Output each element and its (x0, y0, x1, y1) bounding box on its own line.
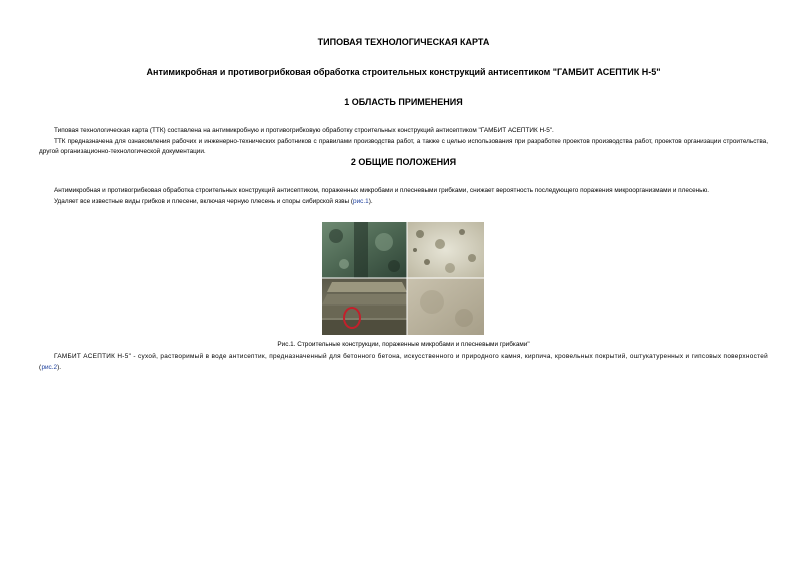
section-2-paragraph-3-end: ). (57, 363, 61, 371)
figure-1-caption: Рис.1. Строительные конструкции, пораженные микробами и плесневыми грибками" (277, 341, 530, 348)
document-subtitle: Антимикробная и противогрибковая обработка строительных конструкций антисептиком "ГАМБИТ АСЕПТИК Н-5" (146, 67, 661, 77)
figure-1-image (322, 222, 484, 335)
section-1-paragraph-2: ТТК предназначена для ознакомления рабочих и инженерно-технических работников с правилами производства работ, а также с целью использования при разработке проектов производства работ, проектов организации строительства, другой организационно-технологической документации. (39, 137, 768, 156)
section-2-paragraph-2-text: Удаляет все известные виды грибков и плесени, включая черную плесень и споры сибирской язвы ( (54, 197, 354, 205)
section-2-paragraph-2-end: ). (368, 197, 373, 205)
section-2-heading: 2 ОБЩИЕ ПОЛОЖЕНИЯ (350, 157, 457, 167)
section-2-body (39, 186, 768, 207)
section-1-heading: 1 ОБЛАСТЬ ПРИМЕНЕНИЯ (344, 97, 463, 107)
figure-1-link[interactable]: рис.1 (353, 197, 369, 205)
document-title: ТИПОВАЯ ТЕХНОЛОГИЧЕСКАЯ КАРТА (317, 37, 490, 47)
section-2-paragraph-3-text: ГАМБИТ АСЕПТИК Н-5" - сухой, растворимый в воде антисептик, предназначенный для бетонного бетона, искусственного и природного камня, кирпича, кровельных покрытий, оштукатуренных и гипсовых поверхностей ( (39, 353, 768, 371)
section-1-paragraph-1: Типовая технологическая карта (ТТК) составлена на антимикробную и противогрибковую обработку строительных конструкций антисептиком "ГАМБИТ АСЕПТИК Н-5". (54, 127, 554, 134)
section-2-paragraph-2 (39, 197, 768, 208)
figure-2-link[interactable]: рис.2 (41, 363, 58, 371)
section-2-paragraph-3 (39, 352, 768, 373)
section-2-paragraph-1: Антимикробная и противогрибковая обработка строительных конструкций антисептиком, пораженных микробами и плесневыми грибками, снижает вероятность последующего поражения микроорганизмами и плесенью. (54, 187, 710, 194)
section-1-body (39, 126, 768, 158)
mold-damage-photo-collage (322, 222, 484, 335)
section-2-body-continued (39, 352, 768, 373)
